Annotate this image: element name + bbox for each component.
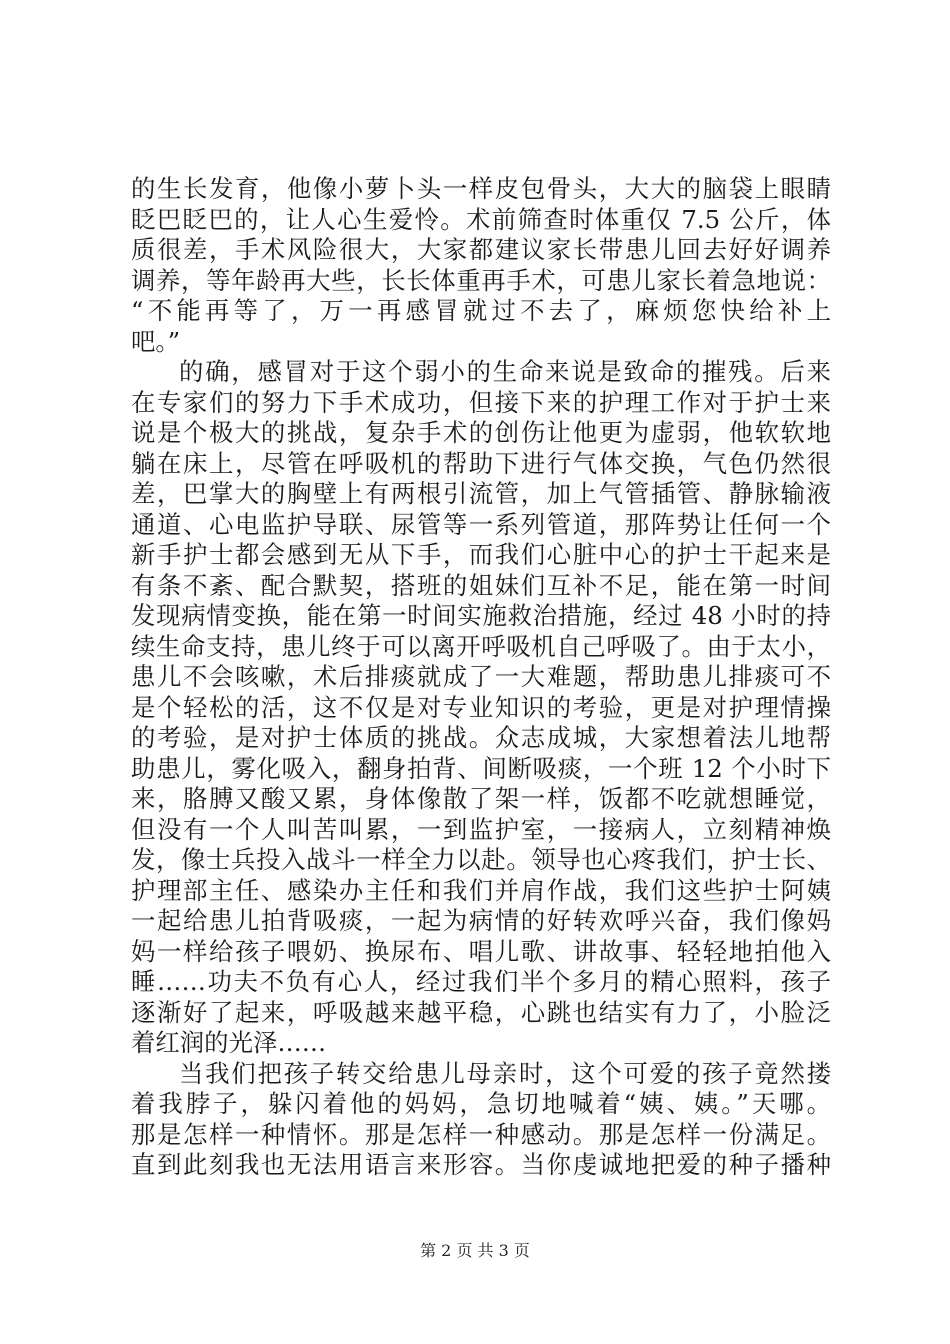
text-line: 那是怎样一种情怀。那是怎样一种感动。那是怎样一份满足。 <box>131 1119 831 1149</box>
text-line: 一起给患儿拍背吸痰，一起为病情的好转欢呼兴奋，我们像妈 <box>131 906 831 935</box>
text-line: 说是个极大的挑战，复杂手术的创伤让他更为虚弱，他软软地 <box>131 418 831 447</box>
text-line: 续生命支持，患儿终于可以离开呼吸机自己呼吸了。由于太小， <box>131 631 831 661</box>
page-number-footer: 第 2 页 共 3 页 <box>420 1241 530 1260</box>
paragraph-start-line: 的确，感冒对于这个弱小的生命来说是致命的摧残。后来 <box>179 357 831 386</box>
text-line: 通道、心电监护导联、尿管等一系列管道，那阵势让任何一个 <box>131 509 831 539</box>
paragraph-start-line: 当我们把孩子转交给患儿母亲时，这个可爱的孩子竟然搂 <box>179 1058 831 1088</box>
text-line: 的考验，是对护士体质的挑战。众志成城，大家想着法儿地帮 <box>131 723 831 752</box>
text-line: 直到此刻我也无法用语言来形容。当你虔诚地把爱的种子播种 <box>131 1150 831 1179</box>
text-line: 但没有一个人叫苦叫累，一到监护室，一接病人，立刻精神焕 <box>131 814 831 844</box>
text-line: 妈一样给孩子喂奶、换尿布、唱儿歌、讲故事、轻轻地拍他入 <box>131 936 831 966</box>
text-line: 差，巴掌大的胸壁上有两根引流管，加上气管插管、静脉输液 <box>131 479 831 508</box>
text-line: 着红润的光泽…… <box>131 1028 327 1057</box>
text-line: 发，像士兵投入战斗一样全力以赴。领导也心疼我们，护士长、 <box>131 845 831 874</box>
text-line: 患儿不会咳嗽，术后排痰就成了一大难题，帮助患儿排痰可不 <box>131 662 831 691</box>
text-line: 质很差，手术风险很大，大家都建议家长带患儿回去好好调养 <box>131 235 831 264</box>
body-text <box>131 174 831 1181</box>
text-line: 睡……功夫不负有心人，经过我们半个多月的精心照料，孩子 <box>131 967 831 996</box>
text-line: 来，胳膊又酸又累，身体像散了架一样，饭都不吃就想睡觉， <box>131 784 831 813</box>
text-line: 躺在床上，尽管在呼吸机的帮助下进行气体交换，气色仍然很 <box>131 448 831 478</box>
text-line: 着我脖子，躲闪着他的妈妈，急切地喊着“姨、姨。”天哪。 <box>131 1089 831 1118</box>
text-line: 助患儿，雾化吸入，翻身拍背、间断吸痰，一个班 12 个小时下 <box>131 753 831 783</box>
text-line: 新手护士都会感到无从下手，而我们心脏中心的护士干起来是 <box>131 540 831 569</box>
text-line: 眨巴眨巴的，让人心生爱怜。术前筛查时体重仅 7.5 公斤，体 <box>131 204 831 234</box>
text-line: 在专家们的努力下手术成功，但接下来的护理工作对于护士来 <box>131 387 831 417</box>
text-line: 有条不紊、配合默契，搭班的姐妹们互补不足，能在第一时间 <box>131 570 831 600</box>
text-line: “不能再等了，万一再感冒就过不去了，麻烦您快给补上 <box>131 296 831 325</box>
text-line: 调养，等年龄再大些，长长体重再手术，可患儿家长着急地说： <box>131 265 831 295</box>
text-line: 的生长发育，他像小萝卜头一样皮包骨头，大大的脑袋上眼睛 <box>131 174 831 203</box>
text-line: 逐渐好了起来，呼吸越来越平稳，心跳也结实有力了，小脸泛 <box>131 997 831 1027</box>
text-line: 是个轻松的活，这不仅是对专业知识的考验，更是对护理情操 <box>131 692 831 722</box>
text-line: 发现病情变换，能在第一时间实施救治措施，经过 48 小时的持 <box>131 601 831 630</box>
text-line: 护理部主任、感染办主任和我们并肩作战，我们这些护士阿姨 <box>131 875 831 905</box>
text-line: 吧。” <box>131 326 181 356</box>
